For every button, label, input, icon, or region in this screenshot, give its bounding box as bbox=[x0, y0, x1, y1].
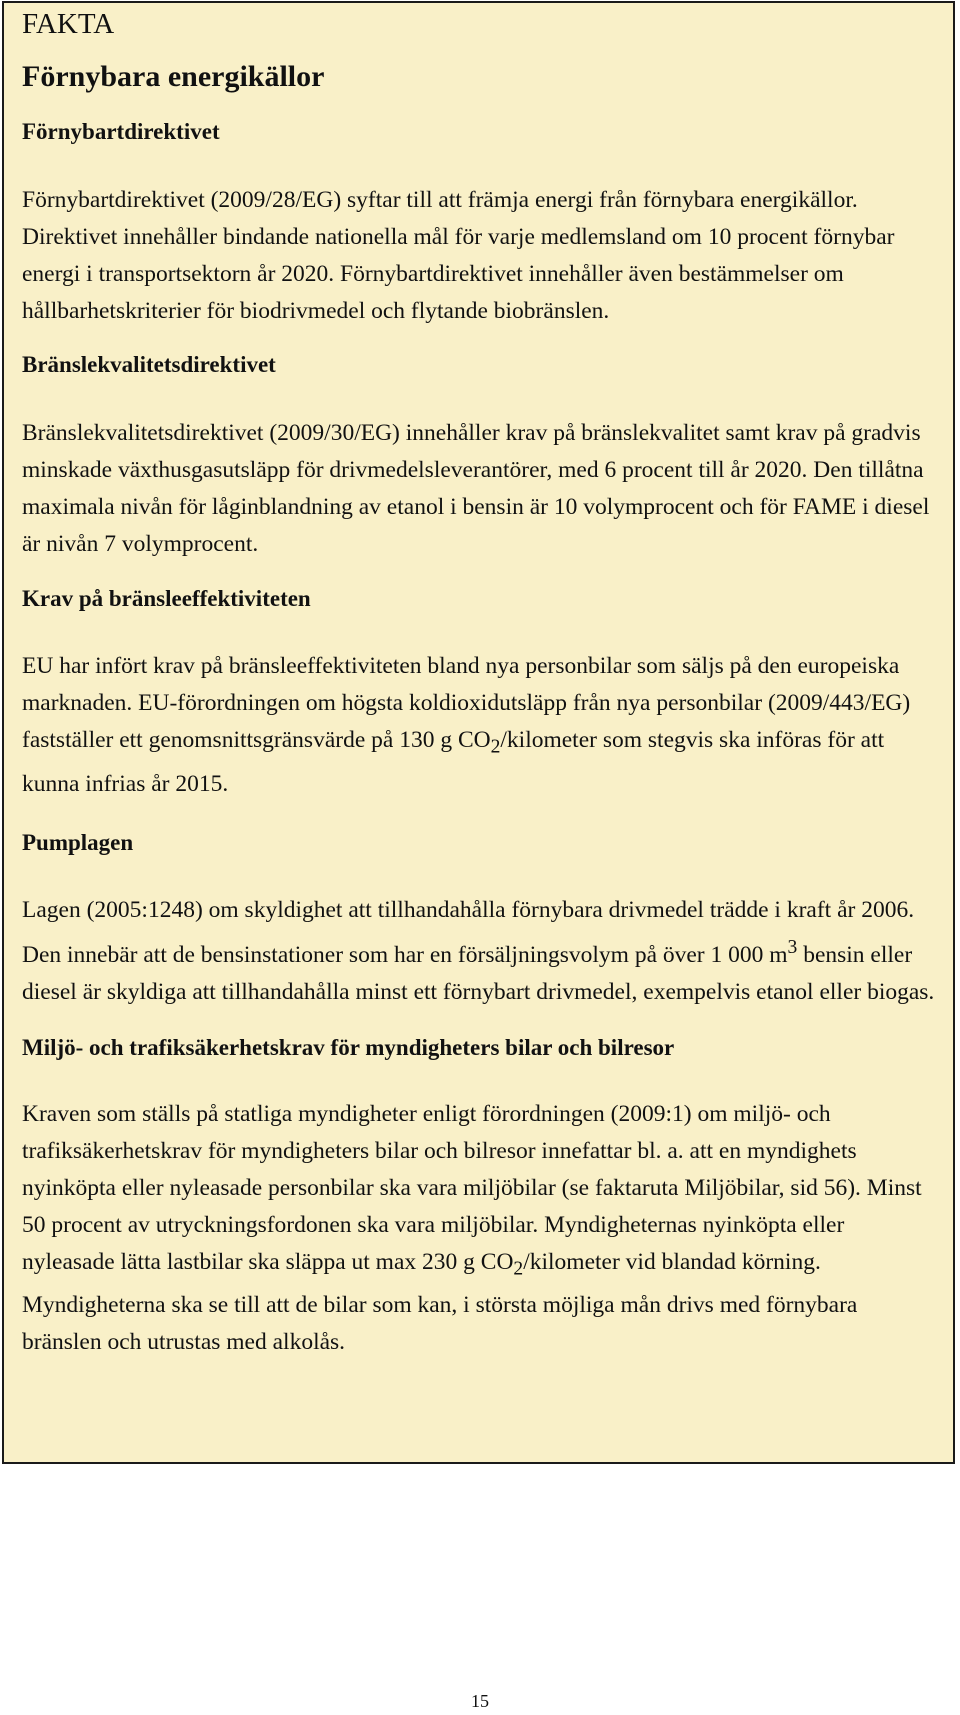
text-part: Kraven som ställs på statliga myndigheter enligt förordningen (2009:1) om miljö- och trafiksäkerhetskrav för myndigheters bilar och bilresor innefattar bl. a. att en myndighets nyinköpta eller nyleasade personbilar ska vara miljöbilar (se faktaruta Miljöbilar, sid 56). Minst 50 procent av utryckningsfordonen ska vara miljöbilar. Myndigheternas nyinköpta eller nyleasade lätta lastbilar ska släppa ut max 230 g CO bbox=[22, 1100, 922, 1275]
text-part: Lagen (2005:1248) om skyldighet att tillhandahålla förnybara drivmedel trädde i kraft år 2006. Den innebär att de bensinstationer som har en försäljningsvolym på över 1 000 m bbox=[22, 896, 915, 968]
section-text-pumplagen bbox=[22, 892, 935, 1011]
section-heading-branslekvalitetsdirektivet: Bränslekvalitetsdirektivet bbox=[22, 352, 276, 377]
superscript-text: 3 bbox=[787, 936, 798, 958]
section-text-bransleeffektivitet bbox=[22, 648, 935, 803]
section-text-fornybartdirektivet: Förnybartdirektivet (2009/28/EG) syftar till att främja energi från förnybara energikällor. Direktivet innehåller bindande nationella mål för varje medlemsland om 10 procent förnybar energi i transportsektorn år 2020. Förnybartdirektivet innehåller även bestämmelser om hållbarhetskriterier för biodrivmedel och flytande biobränslen. bbox=[22, 187, 895, 324]
subscript-text: 2 bbox=[490, 736, 501, 758]
section-text-miljokrav bbox=[22, 1096, 935, 1362]
fact-box bbox=[2, 1, 955, 1464]
section-text-branslekvalitetsdirektivet: Bränslekvalitetsdirektivet (2009/30/EG) innehåller krav på bränslekvalitet samt krav på gradvis minskade växthusgasutsläpp för drivmedelsleverantörer, med 6 procent till år 2020. Den tillåtna maximala nivån för låginblandning av etanol i bensin är 10 volymprocent och för FAME i diesel är nivån 7 volymprocent. bbox=[22, 420, 930, 557]
section-heading-bransleeffektivitet: Krav på bränsleeffektiviteten bbox=[22, 586, 311, 611]
section-heading-pumplagen: Pumplagen bbox=[22, 829, 134, 855]
subscript-text: 2 bbox=[513, 1258, 524, 1280]
section-heading-miljokrav: Miljö- och trafiksäkerhetskrav för myndigheters bilar och bilresor bbox=[22, 1034, 675, 1060]
text-part: bensin eller diesel är skyldiga att tillhandahålla minst ett förnybart drivmedel, exempelvis etanol eller biogas. bbox=[22, 941, 935, 1005]
text-part: /kilometer som stegvis ska införas för att kunna infrias år 2015. bbox=[22, 727, 885, 797]
text-part: EU har infört krav på bränsleeffektiviteten bland nya personbilar som säljs på den europeiska marknaden. EU-förordningen om högsta koldioxidutsläpp från nya personbilar (2009/443/EG) fastställer ett genomsnittsgränsvärde på 130 g CO bbox=[22, 653, 911, 753]
text-part: /kilometer vid blandad körning. Myndigheterna ska se till att de bilar som kan, i största möjliga mån drivs med förnybara bränslen och utrustas med alkolås. bbox=[22, 1248, 858, 1356]
page-number: 15 bbox=[471, 1691, 489, 1711]
section-heading-fornybartdirektivet: Förnybartdirektivet bbox=[22, 119, 220, 144]
page-title: Förnybara energikällor bbox=[22, 60, 325, 93]
fact-label: FAKTA bbox=[22, 8, 115, 40]
